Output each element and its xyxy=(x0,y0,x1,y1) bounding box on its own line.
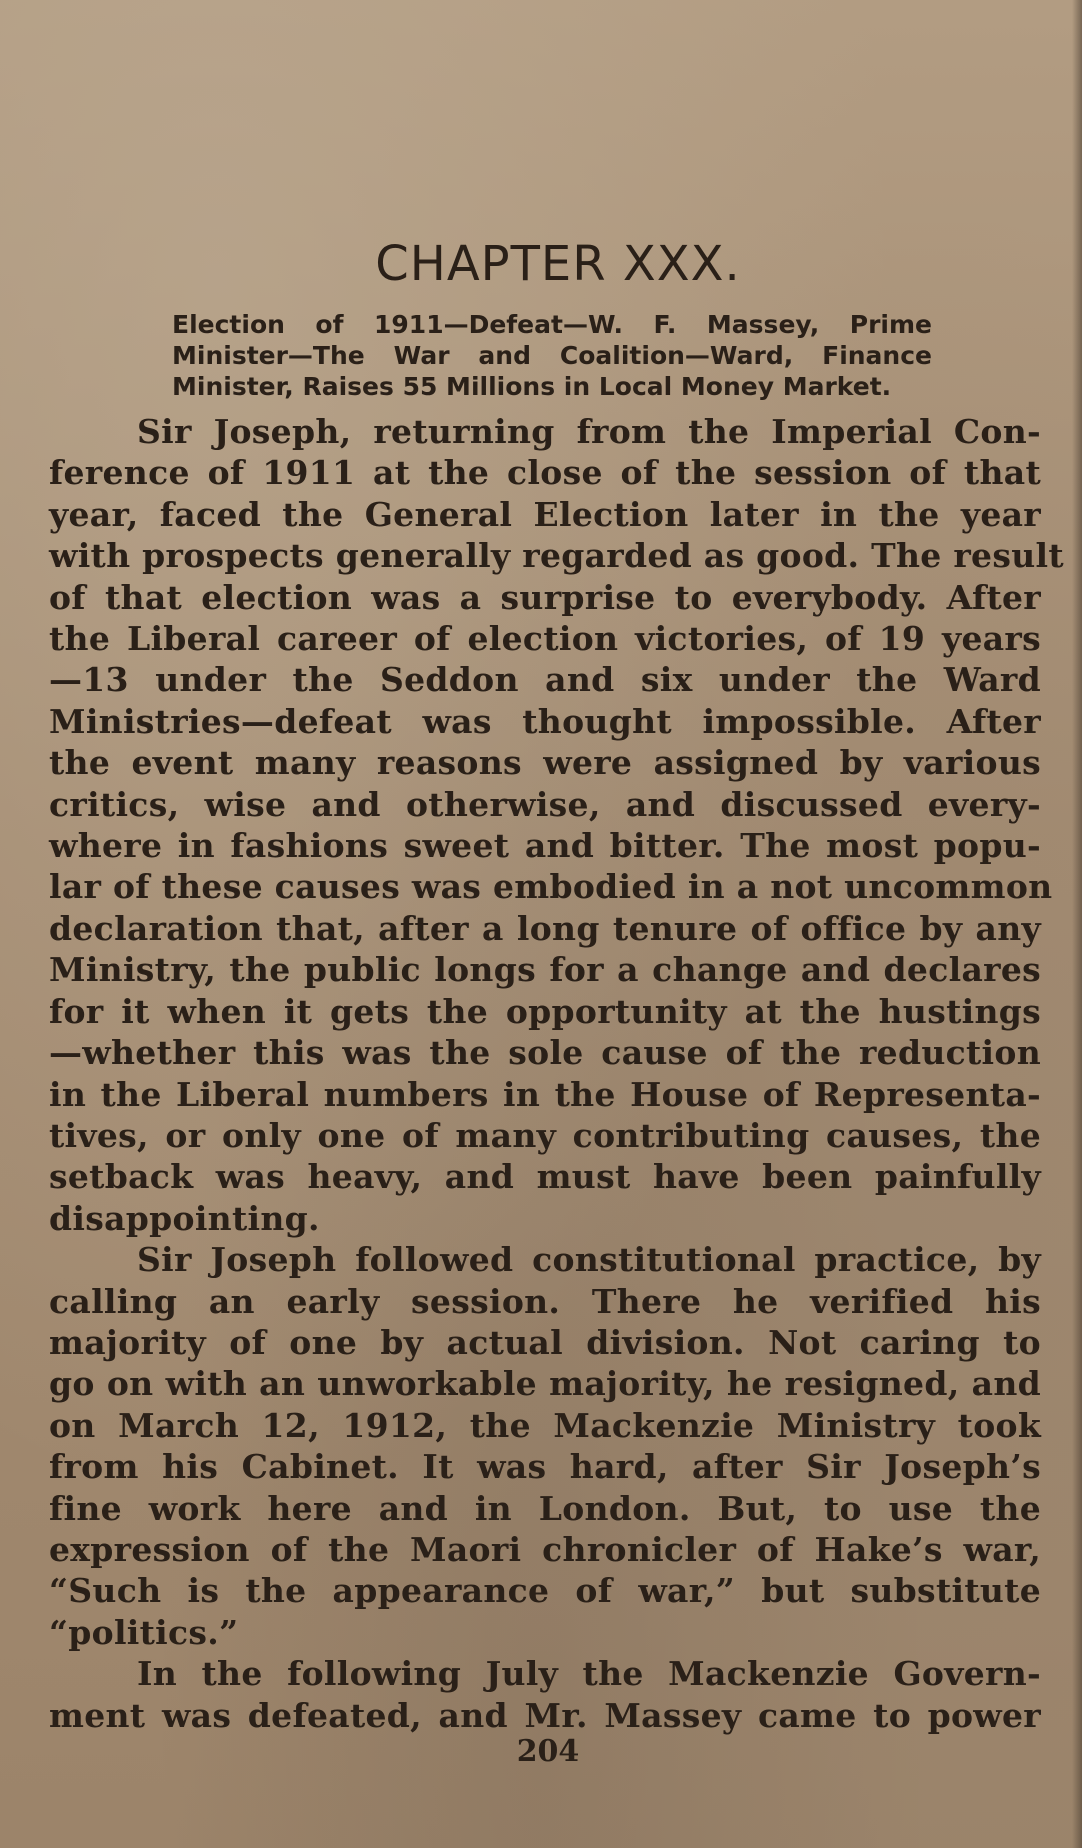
text-line: disappointing. xyxy=(49,1198,320,1238)
summary-line: Election of 1911—Defeat—W. F. Massey, Prime xyxy=(172,310,932,339)
page-number: 204 xyxy=(516,1734,580,1769)
text-line: Sir Joseph followed constitutional practice, by xyxy=(137,1240,1041,1280)
text-line: declaration that, after a long tenure of office by any xyxy=(49,908,1041,948)
chapter-summary xyxy=(172,309,932,402)
text-line: calling an early session. There he verified his xyxy=(49,1281,1041,1321)
text-line: for it when it gets the opportunity at the hustings xyxy=(49,991,1041,1031)
text-line: In the following July the Mackenzie Govern- xyxy=(137,1654,1041,1694)
chapter-title: CHAPTER XXX. xyxy=(375,236,741,292)
text-line: from his Cabinet. It was hard, after Sir Joseph’s xyxy=(49,1447,1041,1487)
text-line: with prospects generally regarded as good. The result xyxy=(49,536,1064,576)
text-line: Sir Joseph, returning from the Imperial Con- xyxy=(137,412,1041,451)
paragraph xyxy=(49,1239,1041,1653)
text-line: of that election was a surprise to everybody. After xyxy=(49,577,1041,617)
text-line: —13 under the Seddon and six under the Ward xyxy=(49,660,1041,700)
text-line: the event many reasons were assigned by various xyxy=(49,743,1041,783)
text-line: where in fashions sweet and bitter. The most popu- xyxy=(49,826,1041,866)
text-line: lar of these causes was embodied in a not uncommon xyxy=(49,867,1053,907)
text-line: ference of 1911 at the close of the session of that xyxy=(49,453,1041,493)
text-line: “Such is the appearance of war,” but substitute xyxy=(49,1571,1041,1611)
text-line: tives, or only one of many contributing causes, the xyxy=(49,1115,1041,1155)
text-line: Ministry, the public longs for a change and declares xyxy=(49,950,1041,990)
text-line: expression of the Maori chronicler of Hake’s war, xyxy=(49,1529,1041,1569)
paragraph xyxy=(49,411,1064,1239)
text-line: ment was defeated, and Mr. Massey came to power xyxy=(49,1695,1041,1735)
text-line: in the Liberal numbers in the House of Representa- xyxy=(49,1074,1041,1114)
text-line: on March 12, 1912, the Mackenzie Ministry took xyxy=(49,1405,1041,1445)
paragraph xyxy=(49,1653,1041,1736)
text-line: Ministries—defeat was thought impossible. After xyxy=(49,701,1041,741)
text-line: “politics.” xyxy=(49,1612,239,1652)
text-line: the Liberal career of election victories, of 19 years xyxy=(49,619,1041,659)
summary-line: Minister, Raises 55 Millions in Local Money Market. xyxy=(172,372,892,401)
text-line: critics, wise and otherwise, and discussed every- xyxy=(49,784,1041,824)
text-line: —whether this was the sole cause of the reduction xyxy=(49,1033,1041,1073)
text-line: setback was heavy, and must have been painfully xyxy=(49,1157,1041,1197)
summary-line: Minister—The War and Coalition—Ward, Finance xyxy=(172,341,932,370)
text-line: majority of one by actual division. Not caring to xyxy=(49,1322,1041,1362)
text-line: go on with an unworkable majority, he resigned, and xyxy=(49,1364,1041,1404)
chapter-body xyxy=(49,411,1064,1736)
text-line: year, faced the General Election later in the year xyxy=(49,494,1041,534)
text-line: fine work here and in London. But, to use the xyxy=(49,1488,1041,1528)
